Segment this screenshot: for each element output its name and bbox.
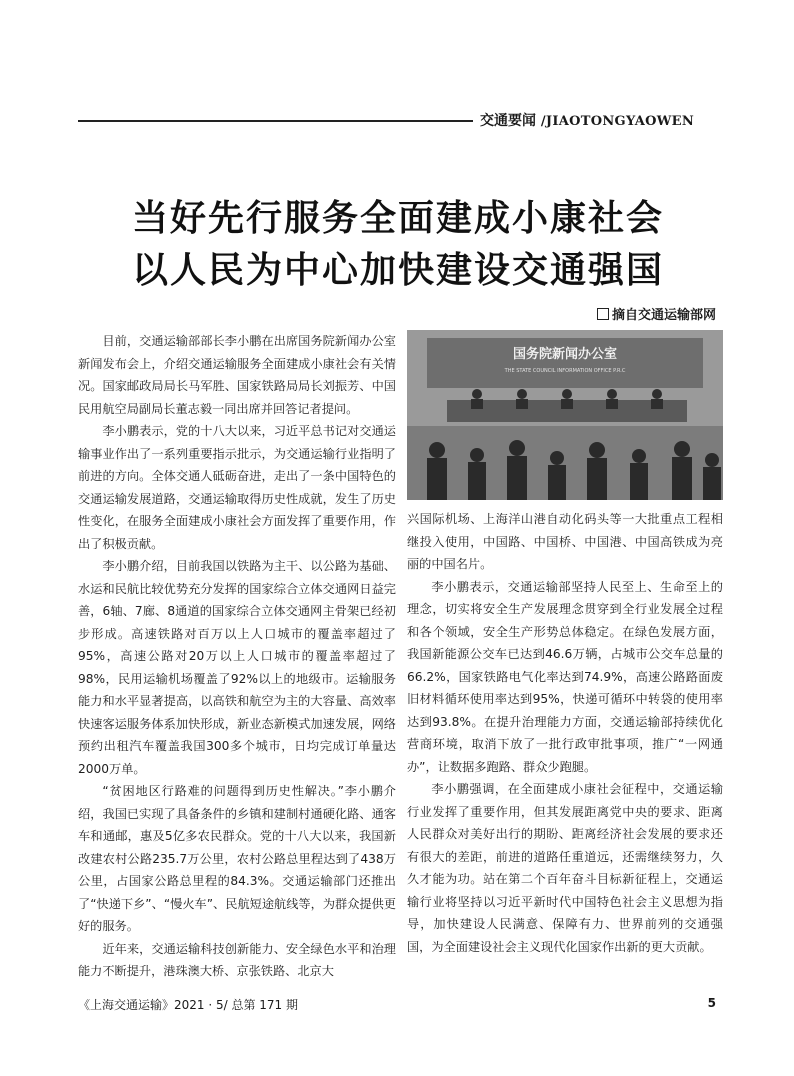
press-conference-photo	[407, 330, 723, 500]
paragraph: “贫困地区行路难的问题得到历史性解决。”李小鹏介绍，我国已实现了具备条件的乡镇和建制村通硬化路、通客车和通邮，惠及5亿多农民群众。党的十八大以来，我国新改建农村公路235.7万公里，农村公路总里程达到了438万公里，占国家公路总里程的84.3%。交通运输部门还推出了“快递下乡”、“慢火车”、民航短途航线等，为群众提供更好的服务。	[78, 784, 396, 933]
paragraph: 近年来，交通运输科技创新能力、安全绿色水平和治理能力不断提升，港珠澳大桥、京张铁路、北京大	[78, 941, 396, 978]
source-text: 摘自交通运输部网	[611, 308, 716, 323]
article-title-line1: 当好先行服务全面建成小康社会	[131, 198, 664, 239]
article-title-line2: 以人民为中心加快建设交通强国	[131, 250, 664, 291]
body-column-right	[407, 508, 723, 968]
section-label	[480, 110, 720, 130]
paragraph: 兴国际机场、上海洋山港自动化码头等一大批重点工程相继投入使用，中国路、中国桥、中国港、中国高铁成为亮丽的中国名片。	[407, 512, 723, 571]
section-label-en: /JIAOTONGYAOWEN	[540, 114, 694, 129]
section-label-cn: 交通要闻	[480, 113, 536, 129]
paragraph: 李小鹏介绍，目前我国以铁路为主干、以公路为基础、水运和民航比较优势充分发挥的国家综合立体交通网日益完善，6轴、7廊、8通道的国家综合立体交通网主骨架已经初步形成。高速铁路对百万以上人口城市的覆盖率超过了95%，高速公路对20万以上人口城市的覆盖率超过了98%，民用运输机场覆盖了92%以上的地级市。运输服务能力和水平显著提高，以高铁和航空为主的大容量、高效率快速客运服务体系加快形成，新业态新模式加速发展，网络预约出租汽车覆盖我国300多个城市，日均完成订单量达2000万单。	[78, 559, 396, 776]
paragraph: 李小鹏强调，在全面建成小康社会征程中，交通运输行业发挥了重要作用，但其发展距离党中央的要求、距离人民群众对美好出行的期盼、距离经济社会发展的要求还有很大的差距，前进的道路任重道远，还需继续努力，久久才能为功。站在第二个百年奋斗目标新征程上，交通运输行业将坚持以习近平新时代中国特色社会主义思想为指导，加快建设人民满意、保障有力、世界前列的交通强国，为全面建设社会主义现代化国家作出新的更大贡献。	[407, 782, 723, 954]
paragraph: 李小鹏表示，党的十八大以来，习近平总书记对交通运输事业作出了一系列重要指示批示，为交通运输行业指明了前进的方向。全体交通人砥砺奋进，走出了一条中国特色的交通运输发展道路，交通运输取得历史性成就，发生了历史性变化，在服务全面建成小康社会方面发挥了重要作用，作出了积极贡献。	[78, 424, 396, 551]
article-source	[597, 304, 716, 323]
header-rule	[78, 120, 473, 122]
press-conference-illustration	[407, 330, 723, 500]
square-icon	[597, 308, 609, 320]
journal-footer: 《上海交通运输》2021 · 5/ 总第 171 期	[78, 998, 299, 1012]
paragraph: 目前，交通运输部部长李小鹏在出席国务院新闻办公室新闻发布会上，介绍交通运输服务全面建成小康社会有关情况。国家邮政局局长马军胜、国家铁路局局长刘振芳、中国民用航空局副局长董志毅一同出席并回答记者提问。	[78, 334, 396, 416]
photo-banner-cn: 国务院新闻办公室	[512, 347, 618, 362]
page-number: 5	[707, 996, 716, 1010]
photo-banner-en: THE STATE COUNCIL INFORMATION OFFICE P.R.C	[504, 368, 626, 374]
paragraph: 李小鹏表示，交通运输部坚持人民至上、生命至上的理念，切实将安全生产发展理念贯穿到全行业发展全过程和各个领域，安全生产形势总体稳定。在绿色发展方面，我国新能源公交车已达到46.6万辆，占城市公交车总量的66.2%，国家铁路电气化率达到74.9%，高速公路路面废旧材料循环使用率达到95%，快递可循环中转袋的使用率达到93.8%。在提升治理能力方面，交通运输部持续优化营商环境，取消下放了一批行政审批事项，推广“一网通办”，让数据多跑路、群众少跑腿。	[407, 579, 723, 774]
body-column-left	[78, 330, 396, 978]
